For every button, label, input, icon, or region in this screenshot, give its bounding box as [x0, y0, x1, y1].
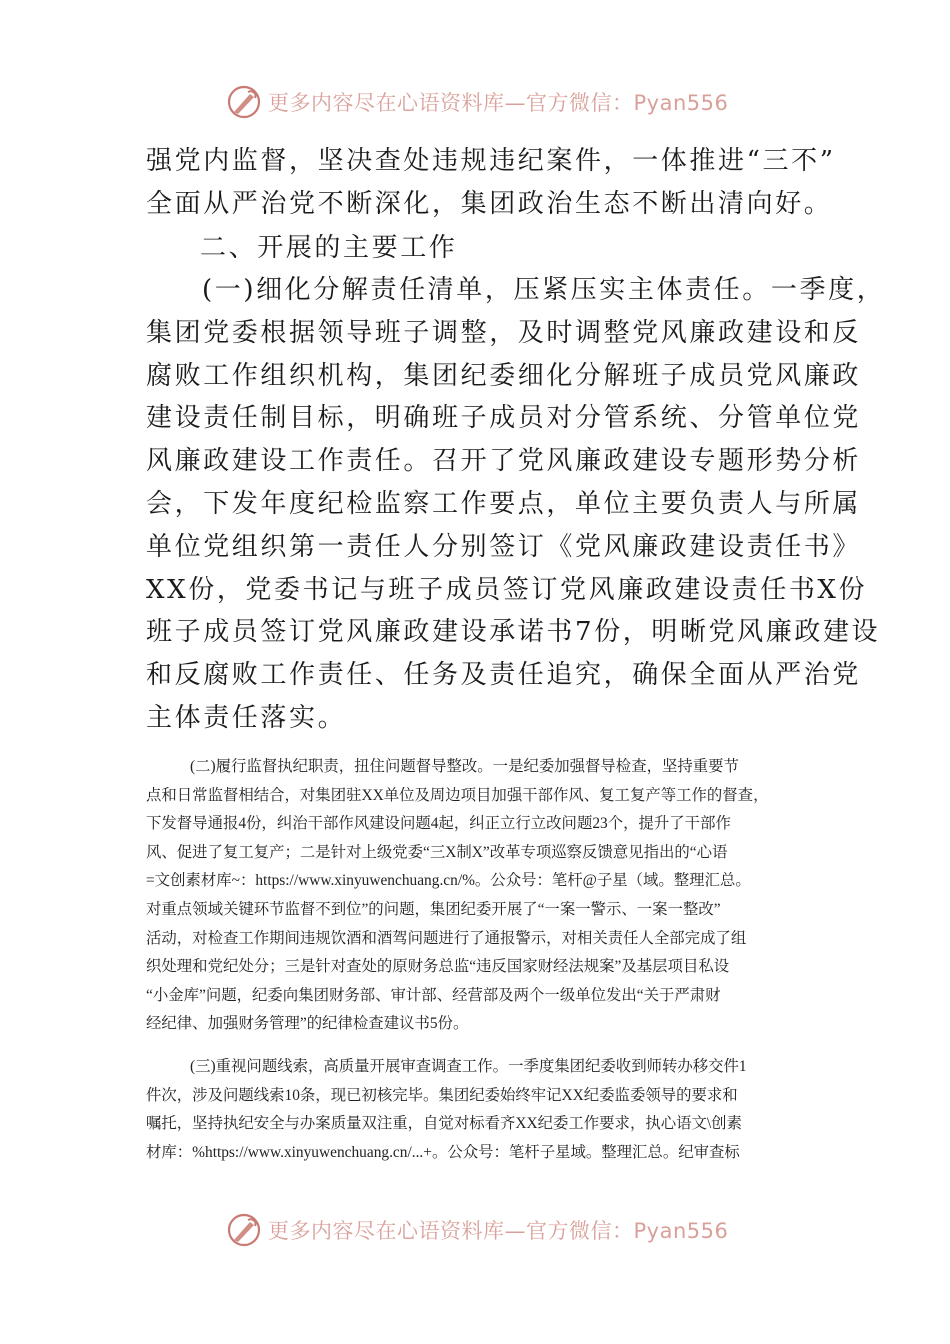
text-line: 经纪律、加强财务管理”的纪律检查建议书5份。: [146, 1015, 469, 1033]
paragraph-investigation: [146, 1053, 808, 1167]
text-line: 集团党委根据领导班子调整，及时调整党风廉政建设和反: [146, 317, 862, 348]
text-line: (一)细化分解责任清单，压紧压实主体责任。一季度，: [202, 275, 886, 305]
paragraph-supervision: [146, 753, 808, 1039]
heading-text: 二、开展的主要工作: [200, 233, 458, 263]
text-line: 主体责任落实。: [146, 702, 347, 733]
text-line: 下发督导通报4份，纠治干部作风建设问题4起，纠正立行立改问题23个，提升了干部作: [146, 815, 731, 833]
text-line: XX份，党委书记与班子成员签订党风廉政建设责任书X份: [146, 574, 868, 605]
text-line: 和反腐败工作责任、任务及责任追究，确保全面从严治党: [146, 660, 862, 691]
text-line: (三)重视问题线索，高质量开展审查调查工作。一季度集团纪委收到师转办移交件1: [190, 1058, 747, 1075]
text-line: 活动，对检查工作期间违规饮酒和酒驾问题进行了通报警示，对相关责任人全部完成了组: [146, 929, 747, 947]
text-line: 材库：%https://www.xinyuwenchuang.cn/...+。公众号：笔杆子星域。整理汇总。纪审查标: [146, 1143, 740, 1161]
pen-logo-icon: [226, 84, 262, 120]
text-line: 单位党组织第一责任人分别签订《党风廉政建设责任书》: [146, 531, 862, 562]
paragraph-intro-continuation: [146, 140, 836, 226]
text-line: 件次，涉及问题线索10条，现已初核完毕。集团纪委始终牢记XX纪委监委领导的要求和: [146, 1086, 738, 1104]
text-line: 班子成员签订党风廉政建设承诺书7份，明晰党风廉政建设: [146, 617, 881, 648]
section-heading: [200, 227, 872, 270]
text-line: 风、促进了复工复产；二是针对上级党委“三X制X”改革专项巡察反馈意见指出的“心语: [146, 843, 728, 861]
pen-logo-icon: [226, 1212, 262, 1248]
watermark-text: 更多内容尽在心语资料库—官方微信：Pyan556: [268, 1219, 729, 1243]
text-line: 全面从严治党不断深化，集团政治生态不断出清向好。: [146, 188, 833, 219]
watermark-bottom: [226, 1210, 728, 1250]
text-line: 风廉政建设工作责任。召开了党风廉政建设专题形势分析: [146, 446, 862, 477]
text-line: 会，下发年度纪检监察工作要点，单位主要负责人与所属: [146, 488, 862, 519]
text-line: 建设责任制目标，明确班子成员对分管系统、分管单位党: [146, 403, 862, 434]
text-line: 织处理和党纪处分；三是针对查处的原财务总监“违反国家财经法规案”及基层项目私设: [146, 958, 730, 976]
paragraph-responsibility: [146, 269, 886, 740]
text-line: 腐败工作组织机构，集团纪委细化分解班子成员党风廉政: [146, 360, 862, 391]
text-line: 强党内监督，坚决查处违规违纪案件，一体推进“三不”: [146, 146, 836, 176]
watermark-top: [226, 82, 728, 122]
text-line: 点和日常监督相结合，对集团驻XX单位及周边项目加强干部作风、复工复产等工作的督查，: [146, 786, 769, 804]
text-line: “小金库”问题，纪委向集团财务部、审计部、经营部及两个一级单位发出“关于严肃财: [146, 986, 721, 1004]
text-line: 对重点领域关键环节监督不到位”的问题，集团纪委开展了“一案一警示、一案一整改”: [146, 900, 721, 918]
text-line: 嘱托，坚持执纪安全与办案质量双注重，自觉对标看齐XX纪委工作要求，执心语文\创素: [146, 1115, 742, 1133]
watermark-text: 更多内容尽在心语资料库—官方微信：Pyan556: [268, 91, 729, 115]
text-line: =文创素材库~：https://www.xinyuwenchuang.cn/%。公众号：笔杆@子星（域。整理汇总。: [146, 872, 751, 890]
text-line: (二)履行监督执纪职责，扭住问题督导整改。一是纪委加强督导检查，坚持重要节: [190, 758, 739, 775]
